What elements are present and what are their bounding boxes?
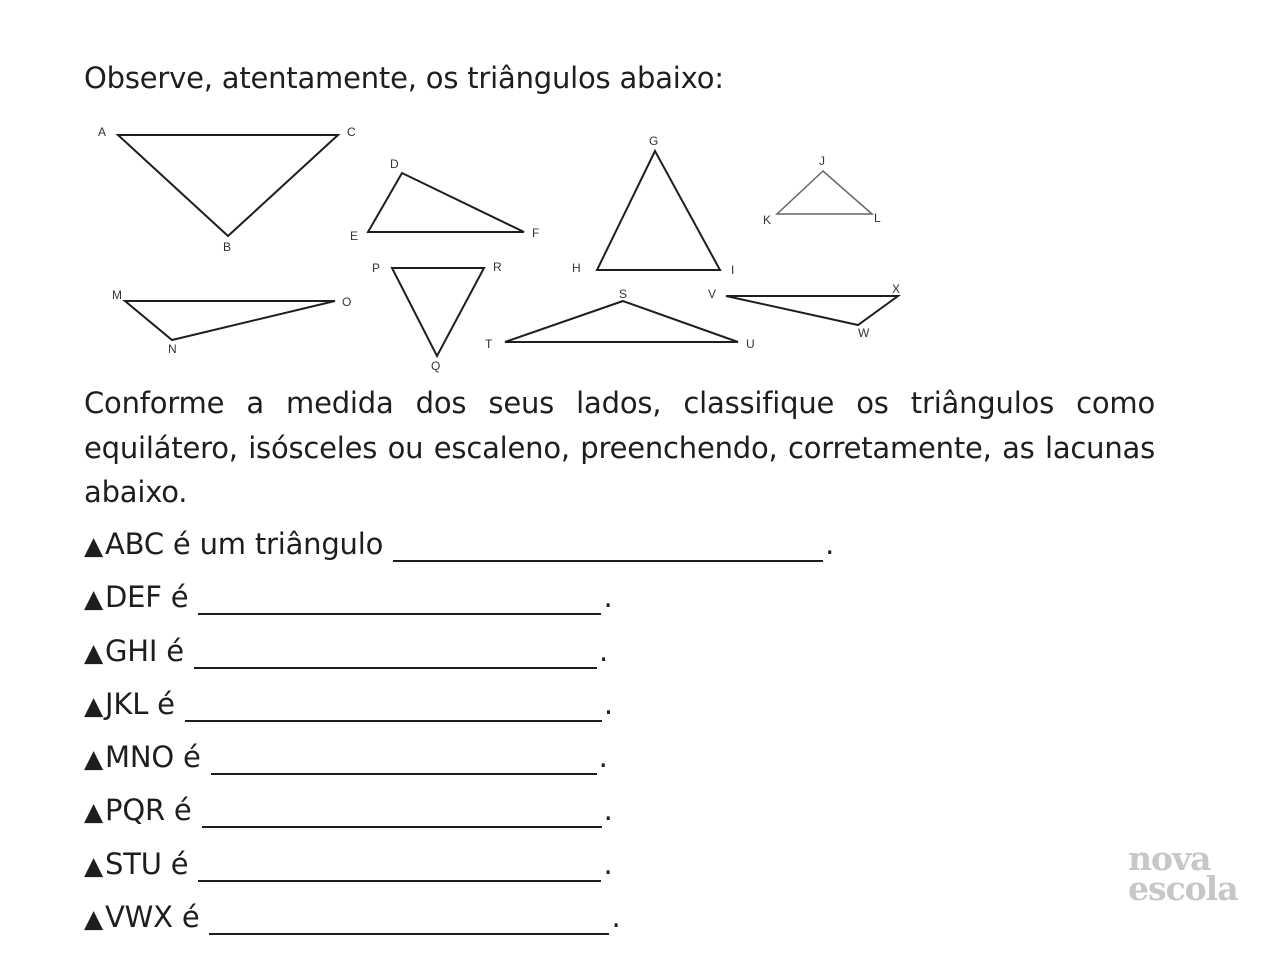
vertex-w: W [858,326,870,340]
answer-blank-mno[interactable] [211,745,597,775]
answer-row-stu [84,841,834,894]
answer-blank-def[interactable] [198,585,601,615]
answer-row-pqr [84,787,834,840]
triangle-stu [505,301,738,342]
vertex-x: X [892,282,901,296]
answer-period: . [611,900,621,935]
answer-blank-vwx[interactable] [209,905,609,935]
vertex-c: C [347,125,356,139]
vertex-g: G [649,134,659,148]
answer-label: PQR é [105,793,192,828]
triangle-symbol-icon: ▲ [84,904,104,934]
logo-line-escola: escola [1128,869,1238,908]
answer-list [84,521,834,947]
answer-row-vwx [84,894,834,947]
vertex-l: L [874,211,881,225]
answer-row-abc [84,521,834,574]
triangle-symbol-icon: ▲ [84,584,104,614]
answer-label: STU é [105,846,189,881]
answer-label: MNO é [105,740,201,775]
vertex-t: T [485,337,493,351]
vertex-h: H [572,261,581,275]
answer-period: . [598,740,608,775]
triangle-def [368,173,524,232]
vertex-v: V [708,287,717,301]
vertex-e: E [350,229,359,243]
triangle-abc [118,135,338,236]
triangles-svg [90,118,930,378]
answer-period: . [603,846,613,881]
triangle-symbol-icon: ▲ [84,531,104,560]
triangle-symbol-icon: ▲ [84,744,104,774]
vertex-d: D [390,157,399,171]
vertex-u: U [746,337,755,351]
answer-period: . [825,527,835,561]
vertex-j: J [819,154,825,168]
vertex-f: F [532,226,540,240]
answer-blank-stu[interactable] [198,852,601,882]
triangle-symbol-icon: ▲ [84,637,104,667]
triangle-mno [125,301,335,340]
vertex-i: I [731,263,735,277]
answer-row-ghi [84,628,834,681]
answer-row-mno [84,734,834,787]
triangle-vwx [726,296,898,325]
answer-label: VWX é [105,900,200,935]
vertex-o: O [342,295,352,309]
triangle-jkl [777,171,872,214]
vertex-b: B [223,240,232,254]
vertex-r: R [493,260,502,274]
vertex-p: P [372,261,381,275]
answer-label: GHI é [105,633,184,668]
answer-blank-ghi[interactable] [194,639,597,669]
vertex-q: Q [431,359,441,373]
answer-period: . [603,580,613,615]
vertex-a: A [98,125,107,139]
answer-blank-pqr[interactable] [202,798,602,828]
answer-period: . [603,686,613,721]
answer-blank-abc[interactable] [393,532,823,562]
triangle-symbol-icon: ▲ [84,690,104,720]
triangles-figure [90,118,930,378]
answer-row-jkl [84,681,834,734]
vertex-k: K [763,213,772,227]
vertex-m: M [112,288,122,302]
nova-escola-logo [1128,839,1238,908]
answer-row-def [84,574,834,627]
answer-period: . [603,793,613,828]
vertex-n: N [168,342,177,356]
answer-blank-jkl[interactable] [185,692,602,722]
answer-label: JKL é [105,686,175,721]
answer-label: ABC é um triângulo [105,527,384,561]
intro-text: Observe, atentamente, os triângulos abaixo: [84,61,724,95]
triangle-ghi [597,151,720,270]
triangle-symbol-icon: ▲ [84,797,104,827]
answer-period: . [598,633,608,668]
instructions-text: Conforme a medida dos seus lados, classifique os triângulos como equilátero, isósceles ou escaleno, preenchendo, corretamente, as lacunas abaixo. [84,386,1155,509]
answer-label: DEF é [105,580,189,615]
vertex-s: S [619,287,628,301]
logo-line-nova: nova [1128,839,1211,878]
triangle-symbol-icon: ▲ [84,850,104,880]
triangle-pqr [392,268,484,356]
